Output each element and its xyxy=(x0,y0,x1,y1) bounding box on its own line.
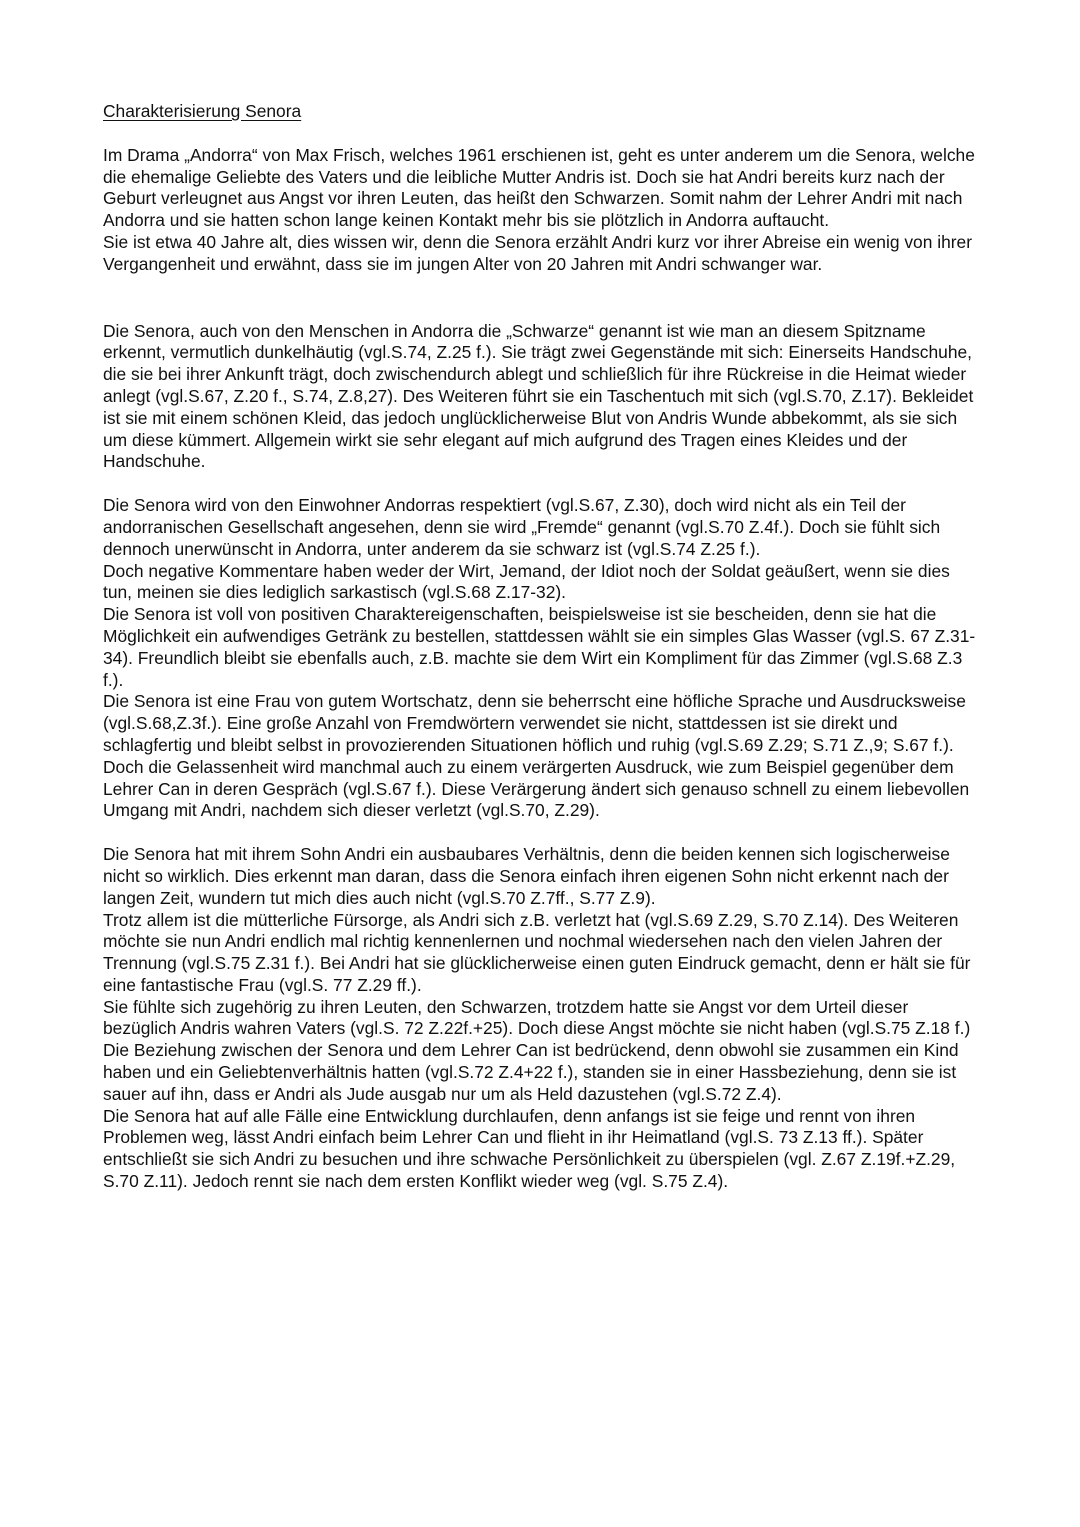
paragraph: Die Senora, auch von den Menschen in Andorra die „Schwarze“ genannt ist wie man an diesem Spitzname erkennt, vermutlich dunkelhäutig (vgl.S.74, Z.25 f.). Sie trägt zwei Gegenstände mit sich: Einerseits Handschuhe, die sie bei ihrer Ankunft trägt, doch zwischendurch ablegt und schließlich für ihre Rückreise in die Heimat wieder anlegt (vgl.S.67, Z.20 f., S.74, Z.8,27). Des Weiteren führt sie ein Taschentuch mit sich (vgl.S.70, Z.17). Bekleidet ist sie mit einem schönen Kleid, das jedoch unglücklicherweise Blut von Andris Wunde abbekommt, als sie sich um diese kümmert. Allgemein wirkt sie sehr elegant auf mich aufgrund des Tragen eines Kleides und der Handschuhe. xyxy=(103,320,974,472)
paragraph: Die Beziehung zwischen der Senora und dem Lehrer Can ist bedrückend, denn obwohl sie zusammen ein Kind haben und ein Geliebtenverhältnis hatten (vgl.S.72 Z.4+22 f.), standen sie in einer Hassbeziehung, denn sie ist sauer auf ihn, dass er Andri als Jude ausgab nur um als Held dazustehen (vgl.S.72 Z.4). xyxy=(103,1040,959,1104)
paragraph: Sie ist etwa 40 Jahre alt, dies wissen wir, denn die Senora erzählt Andri kurz vor ihrer Abreise ein wenig von ihrer Vergangenheit und erwähnt, dass sie im jungen Alter von 20 Jahren mit Andri schwanger war. xyxy=(103,231,973,274)
paragraph: Im Drama „Andorra“ von Max Frisch, welches 1961 erschienen ist, geht es unter anderem um die Senora, welche die ehemalige Geliebte des Vaters und die leibliche Mutter Andris ist. Doch sie hat Andri bereits kurz nach der Geburt verleugnet aus Angst vor ihren Leuten, das heißt den Schwarzen. Somit nahm der Lehrer Andri mit nach Andorra und sie hatten schon lange keinen Kontakt mehr bis sie plötzlich in Andorra auftaucht. xyxy=(103,144,975,231)
paragraph-block-appearance xyxy=(103,321,983,474)
paragraph: Doch negative Kommentare haben weder der Wirt, Jemand, der Idiot noch der Soldat geäußert, wenn sie dies tun, meinen sie dies lediglich sarkastisch (vgl.S.68 Z.17-32). xyxy=(103,560,950,603)
paragraph: Trotz allem ist die mütterliche Fürsorge, als Andri sich z.B. verletzt hat (vgl.S.69 Z.29, S.70 Z.14). Des Weiteren möchte sie nun Andri endlich mal richtig kennenlernen und nochmal wiedersehen nach den vielen Jahren der Trennung (vgl.S.75 Z.31 f.). Bei Andri hat sie glücklicherweise einen guten Eindruck gemacht, denn er hält sie für eine fantastische Frau (vgl.S. 77 Z.29 ff.). xyxy=(103,909,971,995)
paragraph: Die Senora hat mit ihrem Sohn Andri ein ausbaubares Verhältnis, denn die beiden kennen sich logischerweise nicht so wirklich. Dies erkennt man daran, dass die Senora einfach ihren eigenen Sohn nicht erkennt nach der langen Zeit, wundern tut mich dies auch nicht (vgl.S.70 Z.7ff., S.77 Z.9). xyxy=(103,844,950,908)
paragraph-block-relations xyxy=(103,844,983,1193)
document-title: Charakterisierung Senora xyxy=(103,101,302,121)
spacer xyxy=(103,473,983,495)
paragraph: Sie fühlte sich zugehörig zu ihren Leuten, den Schwarzen, trotzdem hatte sie Angst vor dem Urteil dieser bezüglich Andris wahren Vaters (vgl.S. 72 Z.22f.+25). Doch diese Angst möchte sie nicht haben (vgl.S.75 Z.18 f.) xyxy=(103,996,971,1039)
paragraph: Die Senora ist eine Frau von gutem Wortschatz, denn sie beherrscht eine höfliche Sprache und Ausdrucksweise (vgl.S.68,Z.3f.). Eine große Anzahl von Fremdwörtern verwendet sie nicht, stattdessen ist sie direkt und schlagfertig und bleibt selbst in provozierenden Situationen höflich und ruhig (vgl.S.69 Z.29; S.71 Z.,9; S.67 f.). Doch die Gelassenheit wird manchmal auch zu einem verärgerten Ausdruck, wie zum Beispiel gegenüber dem Lehrer Can in deren Gespräch (vgl.S.67 f.). Diese Verärgerung ändert sich genauso schnell zu einem liebevollen Umgang mit Andri, nachdem sich dieser verletzt (vgl.S.70, Z.29). xyxy=(103,691,970,821)
document-page xyxy=(103,101,983,1193)
spacer xyxy=(103,822,983,844)
paragraph: Die Senora hat auf alle Fälle eine Entwicklung durchlaufen, denn anfangs ist sie feige und rennt von ihren Problemen weg, lässt Andri einfach beim Lehrer Can und flieht in ihr Heimatland (vgl.S. 73 Z.13 ff.). Später entschließt sie sich Andri zu besuchen und ihre schwache Persönlichkeit zu überspielen (vgl. Z.67 Z.19f.+Z.29, S.70 Z.11). Jedoch rennt sie nach dem ersten Konflikt wieder weg (vgl. S.75 Z.4). xyxy=(103,1105,956,1192)
paragraph-block-society xyxy=(103,495,983,822)
paragraph-block-intro xyxy=(103,145,983,276)
spacer xyxy=(103,276,983,321)
paragraph: Die Senora ist voll von positiven Charaktereigenschaften, beispielsweise ist sie bescheiden, denn sie hat die Möglichkeit ein aufwendiges Getränk zu bestellen, stattdessen wählt sie ein simples Glas Wasser (vgl.S. 67 Z.31-34). Freundlich bleibt sie ebenfalls auch, z.B. machte sie dem Wirt ein Kompliment für das Zimmer (vgl.S.68 Z.3 f.). xyxy=(103,604,976,690)
paragraph: Die Senora wird von den Einwohner Andorras respektiert (vgl.S.67, Z.30), doch wird nicht als ein Teil der andorranischen Gesellschaft angesehen, denn sie wird „Fremde“ genannt (vgl.S.70 Z.4f.). Doch sie fühlt sich dennoch unerwünscht in Andorra, unter anderem da sie schwarz ist (vgl.S.74 Z.25 f.). xyxy=(103,495,941,559)
